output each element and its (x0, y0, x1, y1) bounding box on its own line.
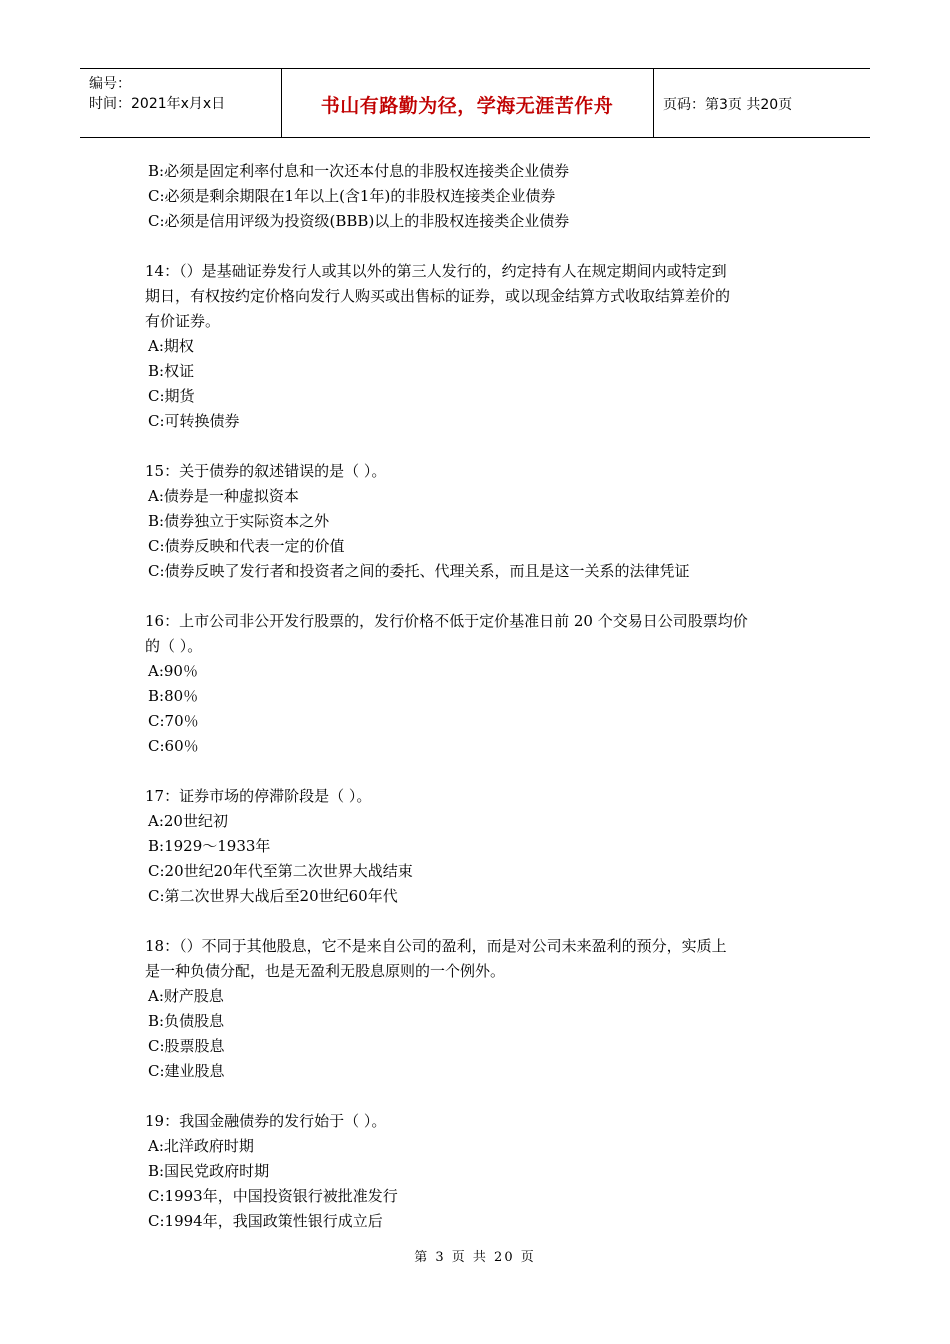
option-item: C:债券反映和代表一定的价值 (148, 537, 345, 555)
option-item: C:期货 (148, 387, 195, 405)
question-19 (145, 1109, 815, 1234)
header-motto-cell (281, 69, 654, 137)
question-text: 16：上市公司非公开发行股票的，发行价格不低于定价基准日前 20 个交易日公司股票均价 (145, 612, 748, 630)
option-item: A:20世纪初 (148, 812, 228, 830)
question-text: 期日，有权按约定价格向发行人购买或出售标的证券，或以现金结算方式收取结算差价的 (145, 287, 731, 305)
option-item: B:国民党政府时期 (148, 1162, 270, 1180)
question-text: 有价证券。 (145, 312, 221, 330)
date-label: 时间：2021年x月x日 (89, 96, 226, 112)
document-number-label: 编号： (89, 76, 131, 92)
option-item: C:必须是信用评级为投资级(BBB)以上的非股权连接类企业债券 (148, 212, 570, 230)
option-item: B:1929～1933年 (148, 837, 271, 855)
page-number-info: 页码：第3页 共20页 (663, 97, 793, 113)
option-item: C:20世纪20年代至第二次世界大战结束 (148, 862, 413, 880)
option-item: B:负债股息 (148, 1012, 225, 1030)
question-text: 15：关于债券的叙述错误的是（ ）。 (145, 462, 387, 480)
question-text: 是一种负债分配，也是无盈利无股息原则的一个例外。 (145, 962, 506, 980)
question-18 (145, 934, 815, 1084)
header-page-cell (653, 69, 870, 137)
option-item: A:财产股息 (148, 987, 224, 1005)
motto-text: 书山有路勤为径，学海无涯苦作舟 (320, 95, 614, 117)
option-item: C:1993年，中国投资银行被批准发行 (148, 1187, 398, 1205)
question-content (145, 159, 815, 1234)
page-header (80, 68, 870, 138)
option-item: B:权证 (148, 362, 195, 380)
question-text: 的（ ）。 (145, 637, 203, 655)
question-16 (145, 609, 815, 759)
question-text: 18：（）不同于其他股息，它不是来自公司的盈利，而是对公司未来盈利的预分，实质上 (145, 937, 727, 955)
question-text: 19：我国金融债券的发行始于（ ）。 (145, 1112, 387, 1130)
option-item: C:60％ (148, 737, 199, 755)
question-15 (145, 459, 815, 584)
option-item: C:股票股息 (148, 1037, 225, 1055)
option-item: B:必须是固定利率付息和一次还本付息的非股权连接类企业债券 (148, 162, 570, 180)
option-item: C:70％ (148, 712, 199, 730)
option-item: A:90％ (148, 662, 198, 680)
option-item: C:必须是剩余期限在1年以上(含1年)的非股权连接类企业债券 (148, 187, 556, 205)
page-footer: 第 3 页 共 20 页 (414, 1250, 536, 1265)
question-17 (145, 784, 815, 909)
question-text: 14：（）是基础证券发行人或其以外的第三人发行的，约定持有人在规定期间内或特定到 (145, 262, 727, 280)
option-item: C:债券反映了发行者和投资者之间的委托、代理关系，而且是这一关系的法律凭证 (148, 562, 690, 580)
header-info-cell (80, 69, 282, 137)
option-item: B:债券独立于实际资本之外 (148, 512, 330, 530)
option-item: A:期权 (148, 337, 194, 355)
question-text: 17：证券市场的停滞阶段是（ ）。 (145, 787, 372, 805)
option-item: B:80％ (148, 687, 199, 705)
option-item: C:可转换债券 (148, 412, 240, 430)
option-item: C:1994年，我国政策性银行成立后 (148, 1212, 383, 1230)
option-item: A:北洋政府时期 (148, 1137, 254, 1155)
option-item: C:第二次世界大战后至20世纪60年代 (148, 887, 398, 905)
option-item: C:建业股息 (148, 1062, 225, 1080)
question-14 (145, 259, 815, 434)
option-item: A:债券是一种虚拟资本 (148, 487, 299, 505)
